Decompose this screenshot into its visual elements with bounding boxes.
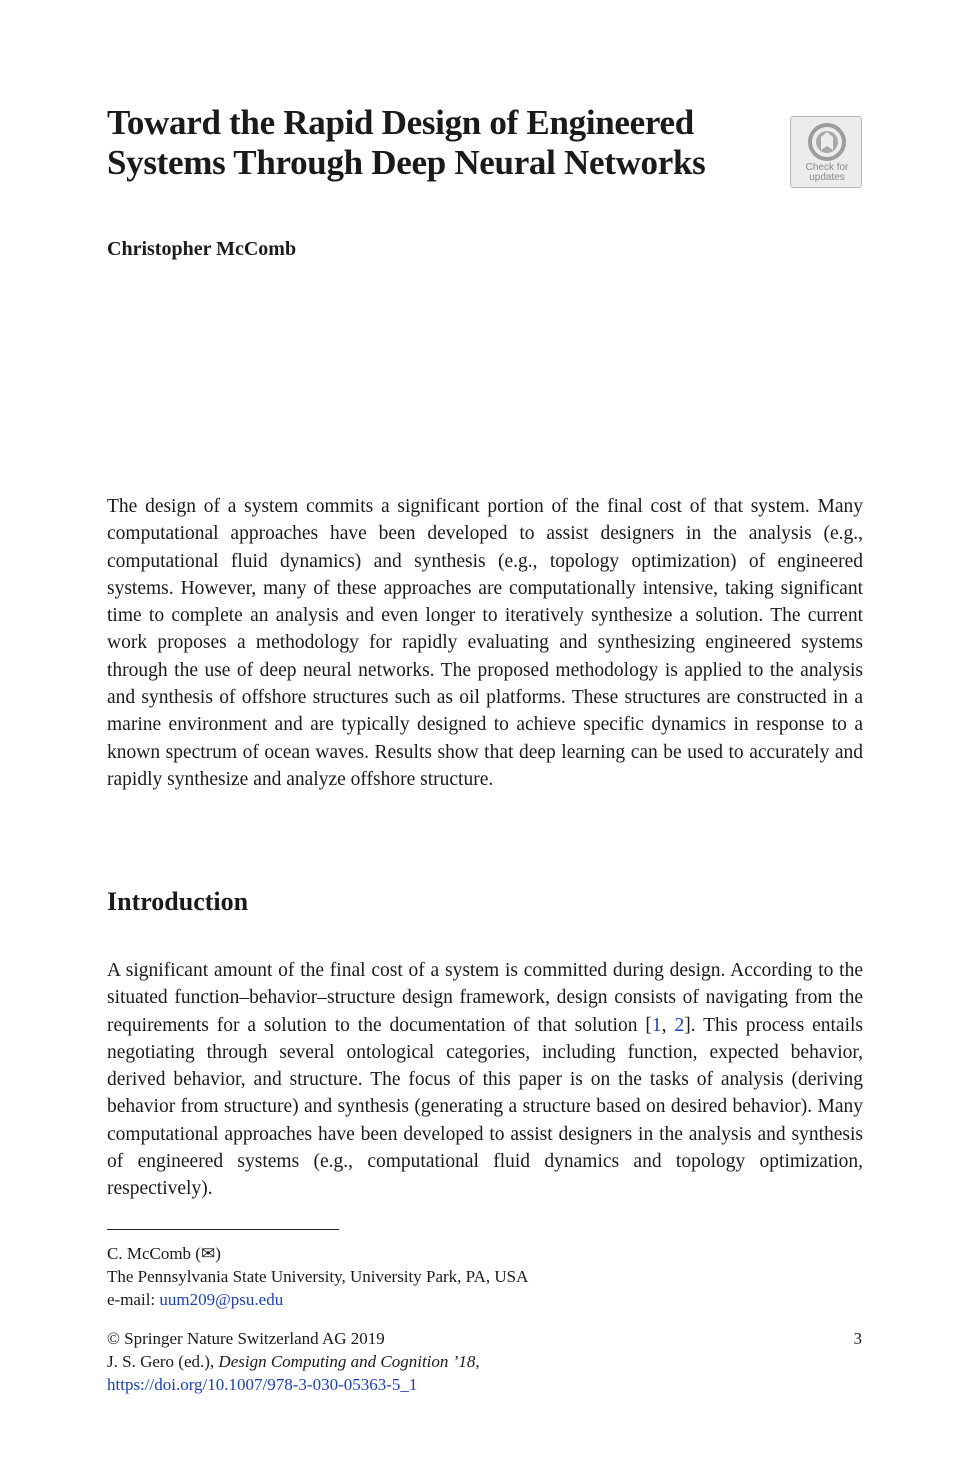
footnote-divider — [107, 1229, 339, 1230]
citation-separator: , — [661, 1014, 675, 1036]
citation-link-1[interactable]: 1 — [651, 1014, 662, 1036]
book-citation-comma: , — [475, 1352, 480, 1371]
copyright-line: © Springer Nature Switzerland AG 2019 — [107, 1329, 385, 1348]
footnote-email-line — [107, 1288, 863, 1311]
citation-link-2[interactable]: 2 — [674, 1014, 685, 1036]
footnote-affiliation: The Pennsylvania State University, University Park, PA, USA — [107, 1267, 529, 1286]
author-footnote — [107, 1242, 863, 1311]
book-editor: J. S. Gero (ed.), — [107, 1352, 219, 1371]
author-name: Christopher McComb — [107, 238, 297, 260]
book-title: Design Computing and Cognition ’18 — [218, 1352, 476, 1371]
book-citation-line — [107, 1350, 707, 1373]
paper-title: Toward the Rapid Design of Engineered Systems Through Deep Neural Networks — [107, 103, 706, 182]
intro-text-after-citation: . This process entails negotiating through several ontological categories, including function, expected behavior, derived behavior, and structure. The focus of this paper is on the tasks of analysis (deriving behavior from structure) and synthesis (generating a structure based on desired behavior). Many computational approaches have been developed to assist designers in the analysis and synthesis of engineered systems (e.g., computational fluid dynamics and topology optimization, respectively). — [107, 1014, 864, 1200]
doi-link[interactable]: https://doi.org/10.1007/978-3-030-05363-5_1 — [107, 1375, 418, 1394]
copyright-block — [107, 1327, 707, 1396]
check-for-updates-icon — [808, 123, 846, 161]
intro-text-before-citation: A significant amount of the final cost of a system is committed during design. According to the situated function–behavior–structure design framework, design consists of navigating from the requirements for a solution to the documentation of that solution — [107, 960, 863, 1036]
section-heading-introduction: Introduction — [107, 887, 249, 916]
email-label: e-mail: — [107, 1290, 160, 1309]
footnote-author-line: C. McComb (✉) — [107, 1244, 221, 1263]
citation-open-bracket: [ — [645, 1014, 652, 1036]
introduction-paragraph — [107, 957, 863, 1203]
page-number: 3 — [853, 1329, 862, 1348]
abstract-paragraph: The design of a system commits a significant portion of the final cost of that system. Many computational approaches have been developed to assist designers in the analysis (e.g., computational fluid dynamics) and synthesis (e.g., topology optimization) of engineered systems. However, many of these approaches are computationally intensive, taking significant time to complete an analysis and even longer to iteratively synthesize a solution. The current work proposes a methodology for rapidly evaluating and synthesizing engineered systems through the use of deep neural networks. The proposed methodology is applied to the analysis and synthesis of offshore structures such as oil platforms. These structures are constructed in a marine environment and are typically designed to achieve specific dynamics in response to a known spectrum of ocean waves. Results show that deep learning can be used to accurately and rapidly synthesize and analyze offshore structure. — [107, 496, 863, 790]
citation-close-bracket: ] — [684, 1014, 691, 1036]
email-link[interactable]: uum209@psu.edu — [159, 1290, 284, 1309]
check-for-updates-label: Check for updates — [805, 162, 849, 183]
check-for-updates-badge[interactable] — [790, 116, 862, 188]
